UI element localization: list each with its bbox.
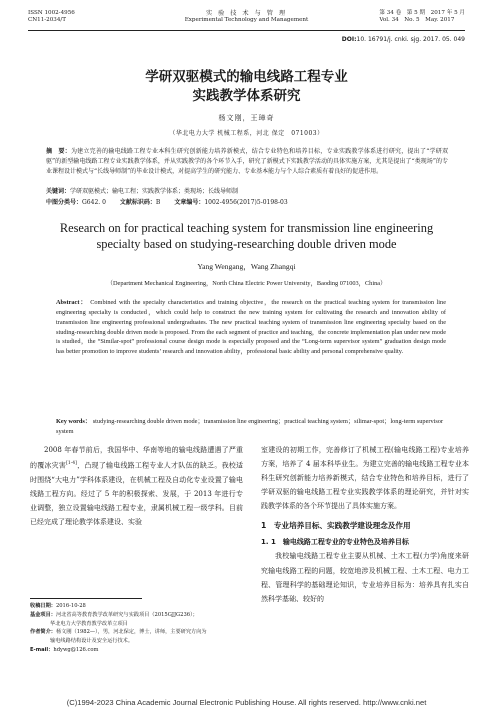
body-paragraph: 我校输电线路工程专业主要从机械、土木工程(力学)角度来研究输电线路工程的问题，较宽地涉及机械工程、土木工程、电力工程、管理科学的基础理论知识，专业培养目标为：培养具有扎实自然科学基础、较好的: [261, 552, 469, 603]
email-label: E-mail：: [30, 646, 54, 653]
cn-number: CN11-2034/T: [28, 17, 67, 23]
affiliation-en: （Department Mechanical Engineering，North China Electric Power University，Baoding 071003，China）: [106, 280, 387, 287]
authors-cn: 杨文刚，王璋奇: [218, 114, 275, 122]
clc-label: 中图分类号：: [46, 199, 83, 206]
journal-name-en: Experimental Technology and Management: [184, 17, 309, 23]
keywords-cn-label: 关键词：: [46, 188, 71, 195]
footnote-rule: [30, 598, 142, 599]
received-date: [30, 602, 243, 611]
author-info: [30, 628, 243, 637]
doc-code-label: 文献标识码：: [119, 199, 156, 206]
doi-value: 10. 16791/j. cnki. sjg. 2017. 05. 049: [356, 36, 465, 43]
abstract-en-text: Combined with the specialty characteristics and training objective，the research on the practical teaching system for transmission line engineering specialty is conducted，which could help to construct the new training system for cultivating the research and innovation ability of transmission line engineering professional undergraduates. The new practical teaching system of transmission line engineering specialty based on the studing-researching double driven mode is proposed. From the each segment of practice and teaching，the concrete implementation plan under new mode is studied，the “Similar-spot” professional course design mode is especially proposed and the “Long-term supervisor system” graduation design mode has better promotion to improve students’ research and innovation ability，professional basic ability and personal comprehensive quality.: [56, 299, 447, 356]
keywords-en: [56, 417, 446, 437]
keywords-cn-text: 学研双驱模式；输电工程；实践教学体系；类现场；长线导师制: [70, 188, 239, 195]
abstract-en: [56, 298, 446, 357]
page-header: [28, 8, 465, 32]
author-info-label: 作者简介：: [30, 629, 56, 636]
fund-line-2: 华北电力大学教育教学改革立项目: [50, 620, 128, 627]
body-left-column: [30, 443, 243, 529]
clc-value: G642. 0: [82, 199, 106, 206]
doi-label: DOI:: [341, 36, 357, 43]
email-value: hdywg@126.com: [53, 646, 99, 653]
journal-name-cn: 实 验 技 术 与 管 理: [205, 10, 288, 17]
header-rule: [28, 30, 465, 31]
affiliation-cn: （华北电力大学 机械工程系，河北 保定 071003）: [169, 130, 324, 137]
body-text: 2008 年春节前后，我国华中、华南等地的输电线路遭遇了严重的覆冰灾害: [30, 446, 243, 470]
body-paragraph: 室建设的初期工作，完善修订了机械工程(输电线路工程)专业培养方案，培养了 4 届本科毕业生。为建立完善的输电线路工程专业本科生研究创新能力培养新模式，结合专业特色和培养目标，进行了学研双驱的输电线路工程专业实践教学体系的理论研究，并针对实践教学体系的各个环节提出了具体实施方案。: [261, 446, 469, 511]
abstract-en-label: Abstract：: [56, 299, 88, 306]
volume-block: [379, 10, 465, 24]
abstract-cn-text: 为建立完善的输电线路工程专业本科生研究创新能力培养新模式，结合专业特色和培养目标，专业实践教学体系进行研究，提出了“学研双驱”的新型输电线路工程专业实践教学体系，并从实践教学的各个环节入手，研究了新模式下实践教学活动的具体实施方案，尤其是提出了“类现场”的专业课程设计模式与“长线导师制”的毕业设计模式，对提高学生的研究能力、专业基本能力与个人综合素质有着良好的促进作用。: [46, 148, 448, 175]
author-info-line-2: 输电线路结构设计及安全运行技术。: [50, 638, 134, 645]
body-paragraph: [30, 443, 243, 529]
section-heading: 1 专业培养目标、实践教学建设理念及作用: [261, 521, 411, 531]
classification-line: [46, 198, 448, 208]
fund-line-1: 河北省高等教育教学改革研究与实践项目（2015GJJG236）；: [55, 611, 198, 618]
title-en: [0, 221, 493, 252]
email: [30, 646, 243, 655]
subsection-heading: 1. 1 输电线路工程专业的专业特色及培养目标: [261, 538, 409, 547]
body-text: ，凸现了输电线路工程专业人才队伍的缺乏。我校适时围绕“大电力”学科体系建设，在机械工程及自动化专业设置了输电线路工程方向。经过了 5 年的积极探索、发展，于 2013 年进行专业调整，独立设置输电线路工程专业，隶属机械工程一级学科。目前已经完成了理论教学体系建设、实验: [30, 461, 244, 526]
title-en-line-2: specialty based on studying-researching double driven mode: [96, 236, 397, 251]
keywords-en-text: studying-researching double driven mode；transmission line engineering；practical teaching system；silimar-spot；long-term supervisor system: [56, 418, 444, 435]
received-value: 2016-10-28: [55, 603, 86, 609]
title-en-line-1: Research on for practical teaching system for transmission line engineering: [59, 221, 434, 235]
volume-en: Vol. 34 No. 5 May. 2017: [379, 17, 455, 23]
title-cn: [0, 68, 493, 105]
volume-cn: 第 34 卷 第 5 期 2017 年 5 月: [379, 10, 465, 16]
copyright-footer: (C)1994-2023 China Academic Journal Electronic Publishing House. All rights reserved. http://www.cnki.net: [66, 698, 427, 707]
issn: ISSN 1002-4956: [28, 10, 75, 16]
abstract-cn-label: 摘 要：: [46, 148, 71, 155]
article-no-value: 1002-4956(2017)5-0198-03: [204, 199, 288, 206]
article-no-label: 文章编号：: [174, 199, 205, 206]
doc-code-value: B: [155, 199, 161, 206]
authors-en: Yang Wengang，Wang Zhangqi: [197, 262, 296, 271]
title-cn-line-2: 实践教学体系研究: [192, 87, 301, 104]
keywords-en-label: Key words：: [56, 418, 92, 425]
citation: [1-4]: [66, 461, 77, 467]
footnotes: [30, 602, 243, 655]
title-cn-line-1: 学研双驱模式的输电线路工程专业: [145, 69, 348, 85]
abstract-cn: [46, 147, 448, 176]
received-label: 收稿日期：: [30, 603, 56, 609]
doi: [342, 36, 465, 43]
body-right-column: [261, 443, 469, 606]
fund-info: [30, 611, 243, 620]
keywords-cn: [46, 187, 448, 197]
fund-label: 基金项目：: [30, 611, 56, 618]
author-info-line-1: 杨文刚（1982—），男，河北保定，博士，讲师，主要研究方向为: [55, 629, 207, 636]
